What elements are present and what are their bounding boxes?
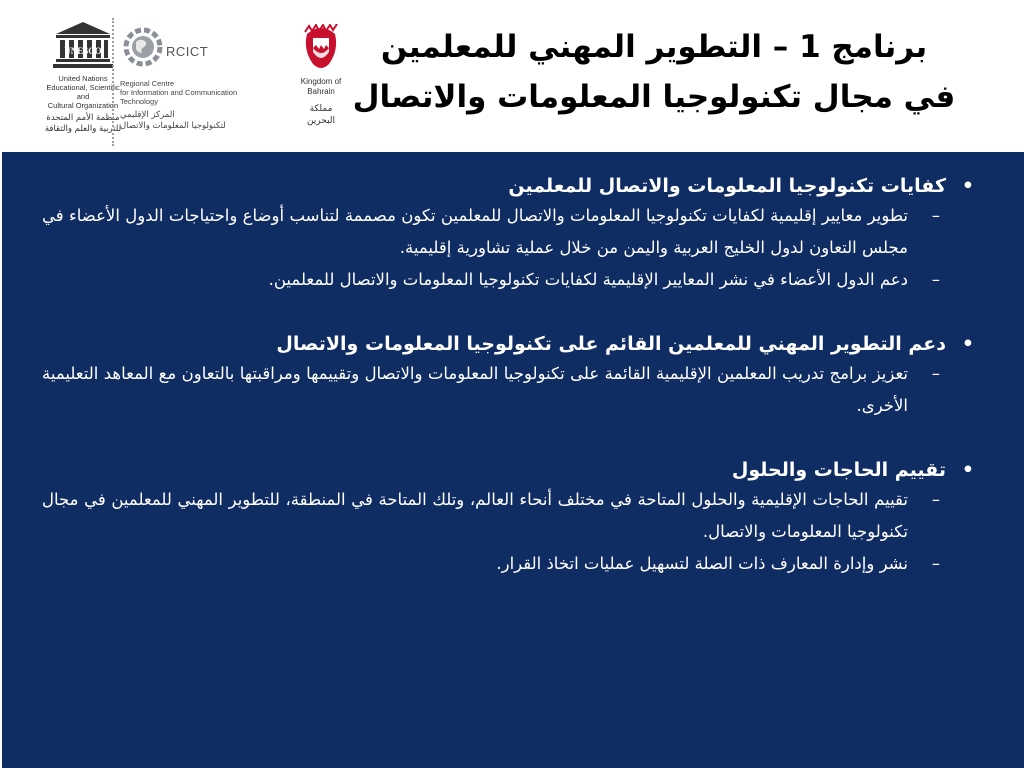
section-heading-text: كفايات تكنولوجيا المعلومات والاتصال للمعلمين (508, 175, 946, 197)
sub-item-text: نشر وإدارة المعارف ذات الصلة لتسهيل عمليات اتخاذ القرار. (496, 554, 908, 573)
section-heading (42, 330, 974, 358)
bullet-marker: • (961, 333, 974, 355)
sub-item-text: تطوير معايير إقليمية لكفايات تكنولوجيا المعلومات والاتصال للمعلمين تكون مصممة لتناسب أوضاع واحتياجات الدول الأعضاء في مجلس التعاون لدول الخليج العربية واليمن من خلال عملية تشاورية إقليمية. (42, 206, 908, 257)
section-heading-text: تقييم الحاجات والحلول (731, 459, 946, 481)
rcict-mark (120, 24, 260, 68)
dash-marker: – (931, 270, 940, 289)
unesco-wordmark: UNESCO (64, 46, 102, 56)
rcict-logo-block (120, 24, 260, 132)
unesco-temple-logo (52, 20, 114, 70)
slide-title (344, 22, 964, 122)
sub-item (42, 358, 974, 422)
sub-item-text: دعم الدول الأعضاء في نشر المعايير الإقليمية لكفايات تكنولوجيا المعلومات والاتصال للمعلمين. (268, 270, 908, 289)
dash-marker: – (931, 364, 940, 383)
slide-body (2, 152, 1024, 768)
sub-item (42, 264, 974, 296)
section-needs-assessment (42, 456, 974, 580)
section-ict-competencies (42, 172, 974, 296)
dash-marker: – (931, 206, 940, 225)
dash-marker: – (931, 490, 940, 509)
logo-divider (112, 18, 114, 146)
sub-item (42, 548, 974, 580)
rcict-name-ar: المركز الإقليمي لتكنولوجيا المعلومات والاتصال (120, 110, 226, 131)
sub-item-text: تعزيز برامج تدريب المعلمين الإقليمية القائمة على تكنولوجيا المعلومات والاتصال وتقييمها ومراقبتها بالتعاون مع المعاهد التعليمية الأخرى. (42, 364, 908, 415)
slide-header (0, 0, 1024, 152)
gear-globe-icon (122, 26, 164, 68)
bahrain-emblem-icon (301, 24, 341, 72)
section-heading (42, 172, 974, 200)
section-professional-development (42, 330, 974, 422)
bullet-marker: • (961, 459, 974, 481)
bahrain-name-ar: مملكة البحرين (306, 104, 336, 126)
sub-item (42, 484, 974, 548)
bahrain-name-en: Kingdom of Bahrain (300, 77, 342, 96)
unesco-name-en: United Nations Educational, Scientific and Cultural Organization (46, 74, 120, 110)
sub-item (42, 200, 974, 264)
section-heading-text: دعم التطوير المهني للمعلمين القائم على تكنولوجيا المعلومات والاتصال (276, 333, 946, 355)
bullet-list (42, 172, 974, 580)
unesco-name-ar: منظمة الأمم المتحدة للتربية والعلم والثقافة (44, 113, 122, 134)
sub-item-text: تقييم الحاجات الإقليمية والحلول المتاحة في مختلف أنحاء العالم، وتلك المتاحة في المنطقة، للتطوير المهني للمعلمين في مجال تكنولوجيا المعلومات والاتصال. (42, 490, 908, 541)
bullet-marker: • (961, 175, 974, 197)
rcict-name-en: Regional Centre for Information and Communication Technology (120, 79, 238, 106)
slide-title-line-1: برنامج 1 – التطوير المهني للمعلمين (380, 29, 928, 65)
dash-marker: – (931, 554, 940, 573)
slide-title-line-2: في مجال تكنولوجيا المعلومات والاتصال (352, 79, 956, 115)
rcict-wordmark: RCICT (166, 44, 209, 59)
section-heading (42, 456, 974, 484)
